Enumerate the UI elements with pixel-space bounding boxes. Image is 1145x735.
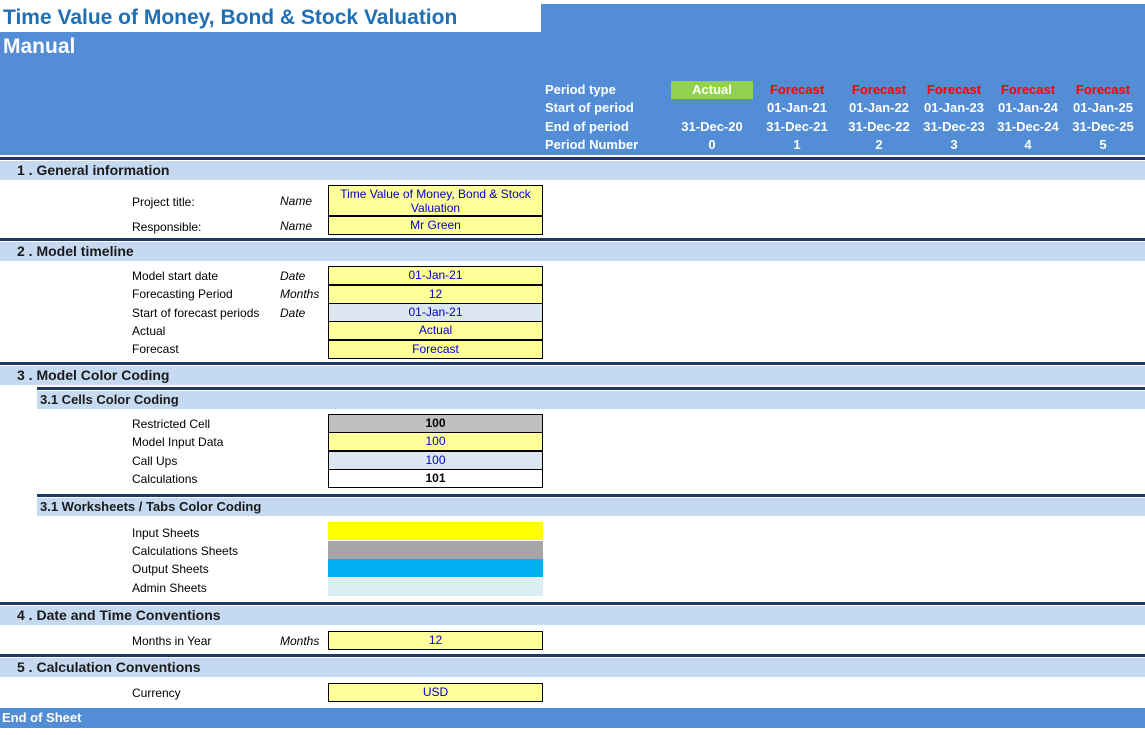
section-title-color-coding: 3 . Model Color Coding [0, 366, 1145, 385]
tab-coding-label: Output Sheets [132, 562, 209, 576]
model-start-date-field[interactable]: 01-Jan-21 [328, 266, 543, 285]
period-end: 31-Dec-20 [681, 119, 743, 134]
period-number: 2 [875, 137, 883, 152]
end-of-period-label: End of period [545, 119, 629, 134]
period-end: 31-Dec-23 [923, 119, 985, 134]
section-divider [0, 157, 1145, 160]
period-type-forecast: Forecast [1000, 82, 1056, 97]
period-type-forecast: Forecast [769, 82, 825, 97]
months-in-year-label: Months in Year [132, 634, 212, 648]
page-subtitle: Manual [3, 35, 76, 58]
subsection-title-cells: 3.1 Cells Color Coding [37, 391, 1145, 409]
cell-coding-label: Model Input Data [132, 435, 224, 449]
timeline-row-unit: Date [280, 269, 306, 283]
forecast-label-field[interactable]: Forecast [328, 340, 543, 359]
months-in-year-field[interactable]: 12 [328, 631, 543, 650]
start-of-forecast-field: 01-Jan-21 [328, 303, 543, 322]
currency-label: Currency [132, 686, 181, 700]
end-of-sheet: End of Sheet [0, 708, 1145, 728]
calculation-cell-sample: 101 [328, 469, 543, 488]
section-title-general: 1 . General information [0, 161, 1145, 180]
project-title-label: Project title: [132, 195, 195, 209]
responsible-label: Responsible: [132, 220, 202, 234]
timeline-row-label: Forecast [132, 342, 179, 356]
section-title-calc: 5 . Calculation Conventions [0, 658, 1145, 677]
tab-coding-label: Calculations Sheets [132, 544, 239, 558]
period-end: 31-Dec-25 [1072, 119, 1134, 134]
section-title-datetime: 4 . Date and Time Conventions [0, 606, 1145, 625]
months-in-year-unit: Months [280, 634, 320, 648]
period-end: 31-Dec-21 [766, 119, 828, 134]
subsection-divider [37, 494, 1145, 497]
callup-cell-sample: 100 [328, 451, 543, 470]
start-of-period-label: Start of period [545, 100, 634, 115]
cell-coding-label: Call Ups [132, 454, 178, 468]
period-number: 4 [1024, 137, 1032, 152]
actual-label-field[interactable]: Actual [328, 321, 543, 340]
section-title-timeline: 2 . Model timeline [0, 242, 1145, 261]
timeline-row-label: Forecasting Period [132, 287, 233, 301]
timeline-row-unit: Months [280, 287, 320, 301]
restricted-cell-sample: 100 [328, 414, 543, 433]
subsection-divider [37, 387, 1145, 390]
admin-sheet-swatch [328, 578, 543, 596]
section-divider [0, 238, 1145, 241]
period-end: 31-Dec-22 [848, 119, 910, 134]
page-title: Time Value of Money, Bond & Stock Valuation [0, 4, 541, 32]
cell-coding-label: Restricted Cell [132, 417, 211, 431]
period-type-forecast: Forecast [926, 82, 982, 97]
tab-coding-label: Admin Sheets [132, 581, 207, 595]
period-start: 01-Jan-22 [849, 100, 909, 115]
project-title-unit: Name [280, 194, 313, 208]
period-end: 31-Dec-24 [997, 119, 1059, 134]
period-type-forecast: Forecast [1075, 82, 1131, 97]
calculation-sheet-swatch [328, 541, 543, 559]
project-title-field[interactable]: Time Value of Money, Bond & Stock Valuation [328, 185, 543, 216]
period-start: 01-Jan-24 [998, 100, 1058, 115]
period-type-label: Period type [545, 82, 616, 97]
responsible-unit: Name [280, 219, 313, 233]
input-cell-sample[interactable]: 100 [328, 432, 543, 451]
period-number: 3 [950, 137, 958, 152]
timeline-row-label: Model start date [132, 269, 219, 283]
responsible-field[interactable]: Mr Green [328, 216, 543, 235]
output-sheet-swatch [328, 559, 543, 577]
period-start: 01-Jan-25 [1073, 100, 1133, 115]
section-divider [0, 602, 1145, 605]
period-number: 0 [708, 137, 716, 152]
currency-field[interactable]: USD [328, 683, 543, 702]
timeline-row-label: Start of forecast periods [132, 306, 260, 320]
period-type-forecast: Forecast [851, 82, 907, 97]
timeline-row-unit: Date [280, 306, 306, 320]
period-type-actual: Actual [671, 81, 753, 99]
section-divider [0, 654, 1145, 657]
subsection-title-tabs: 3.1 Worksheets / Tabs Color Coding [37, 498, 1145, 516]
period-number: 1 [793, 137, 801, 152]
cell-coding-label: Calculations [132, 472, 198, 486]
tab-coding-label: Input Sheets [132, 526, 200, 540]
period-start: 01-Jan-21 [767, 100, 827, 115]
period-number: 5 [1099, 137, 1107, 152]
input-sheet-swatch [328, 522, 543, 540]
timeline-row-label: Actual [132, 324, 166, 338]
period-number-label: Period Number [545, 137, 639, 152]
section-divider [0, 362, 1145, 365]
forecasting-period-field[interactable]: 12 [328, 285, 543, 304]
period-start: 01-Jan-23 [924, 100, 984, 115]
